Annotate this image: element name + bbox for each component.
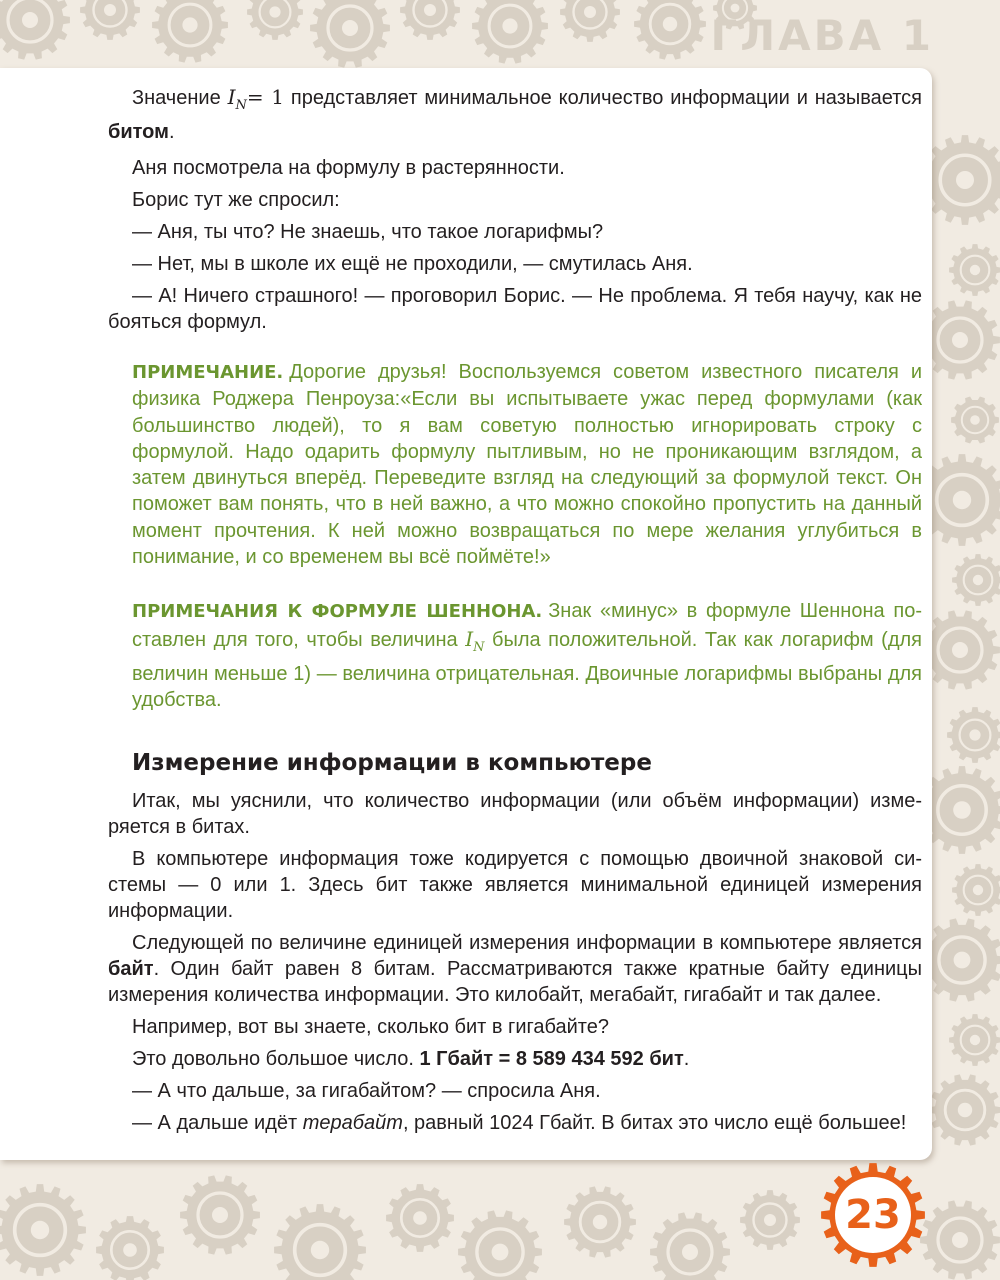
gear-decoration-icon <box>920 135 1000 225</box>
gear-decoration-icon <box>947 707 1000 763</box>
note-shannon: ПРИМЕЧАНИЯ К ФОРМУЛЕ ШЕННОНА. Знак «минус» в формуле Шеннона поставлен для того, чтобы величина $I_N$ была положительной. Так как логарифм (для величин меньше 1) — величина отрицательная. Двоичные логарифмы выбраны для удобства. <box>132 600 923 712</box>
gear-decoration-icon <box>0 0 70 60</box>
note-text: Дорогие друзья! Воспользуемся советом известного писателя и физика Роджера Пенроуза:«Если вы испытываете ужас перед формулами (как большинство людей), то я вам советую полностью игнорировать строку с формулой. Надо одарить формулу пытливым, но не проникающим взглядом, а затем двинуться вперёд. Переведите взгляд на следующий за формулой текст. Он поможет вам понять, что в ней важно, а что можно спокойно пропустить на данный момент прочтения. К ней можно возвращаться по мере желания углубиться в понимание, и со временем вы всё поймёте!» <box>132 361 922 569</box>
gear-decoration-icon <box>929 1074 1000 1145</box>
paragraph-byte: Следующей по величине единицей измерения информации в компьютере является байт. Один байт равен 8 битам. Рассматриваются также кратные байту единицы измерения количества информации. Это килобайт, мегабайт, гигабайт и так далее. <box>108 931 922 1006</box>
gear-decoration-icon <box>650 1212 730 1280</box>
page-number: 23 <box>845 1192 901 1238</box>
gear-decoration-icon <box>458 1210 542 1280</box>
gear-decoration-icon <box>949 244 1000 296</box>
gear-decoration-icon <box>949 1014 1000 1066</box>
gear-decoration-icon <box>920 300 1000 379</box>
gear-decoration-icon <box>274 1204 366 1280</box>
page-body <box>108 84 922 1142</box>
dialogue-line-5: — А дальше идёт терабайт, равный 1024 Гбайт. В битах это число ещё большее! <box>132 1111 907 1134</box>
gear-decoration-icon <box>560 0 620 42</box>
paragraph-boris-asked: Борис тут же спросил: <box>132 189 340 211</box>
paragraph-anya-looked: Аня посмотрела на формулу в растерянности. <box>132 157 565 179</box>
gear-decoration-icon <box>952 864 1000 916</box>
gear-decoration-icon <box>80 0 140 40</box>
note-title: ПРИМЕЧАНИЕ. <box>132 362 284 383</box>
paragraph-bits: Итак, мы уяснили, что количество информации (или объём информации) измеряется в битах. <box>108 789 922 838</box>
dialogue-line-2: — Нет, мы в школе их ещё не проходили, — смутилась Аня. <box>132 253 693 275</box>
paragraph-gigabyte: Это довольно большое число. 1 Гбайт = 8 589 434 592 бит. <box>132 1047 690 1070</box>
gear-decoration-icon <box>400 0 460 40</box>
chapter-label: ГЛАВА 1 <box>710 11 934 60</box>
gear-decoration-icon <box>472 0 548 64</box>
gear-decoration-icon <box>920 610 1000 689</box>
gear-decoration-icon <box>386 1184 454 1252</box>
gear-decoration-icon <box>0 1184 86 1276</box>
gear-decoration-icon <box>564 1186 636 1257</box>
dialogue-line-3: — А! Ничего страшного! — проговорил Борис. — Не проблема. Я тебя научу, как не бояться формул. <box>108 285 922 333</box>
gear-decoration-icon <box>180 1175 260 1254</box>
gear-decoration-icon <box>152 0 228 63</box>
gear-decoration-icon <box>920 1200 1000 1279</box>
section-heading: Измерение информации в компьютере <box>132 749 652 776</box>
gear-decoration-icon <box>920 918 1000 1001</box>
gear-decoration-icon <box>247 0 303 40</box>
gear-decoration-icon <box>310 0 390 68</box>
formula-in: $I_N= 1$ <box>227 85 284 113</box>
paragraph-binary: В компьютере информация тоже кодируется с помощью двоичной знаковой системы — 0 или 1. Здесь бит также является минимальной единицей измерения информации. <box>108 847 922 922</box>
gear-decoration-icon <box>740 1190 800 1250</box>
note-penrose <box>108 359 922 570</box>
gear-decoration-icon <box>951 397 999 444</box>
dialogue-line-4: — А что дальше, за гигабайтом? — спросила Аня. <box>132 1079 601 1102</box>
gear-decoration-icon <box>952 554 1000 606</box>
paragraph-bit-definition: Значение $I_N= 1$ представляет минимальное количество информации и называется битом. <box>108 85 922 143</box>
gear-decoration-icon <box>634 0 706 60</box>
note-title: ПРИМЕЧАНИЯ К ФОРМУЛЕ ШЕННОНА. <box>132 601 543 623</box>
paragraph-question: Например, вот вы знаете, сколько бит в гигабайте? <box>132 1015 609 1038</box>
dialogue-line-1: — Аня, ты что? Не знаешь, что такое логарифмы? <box>132 221 604 243</box>
gear-decoration-icon <box>96 1216 164 1280</box>
